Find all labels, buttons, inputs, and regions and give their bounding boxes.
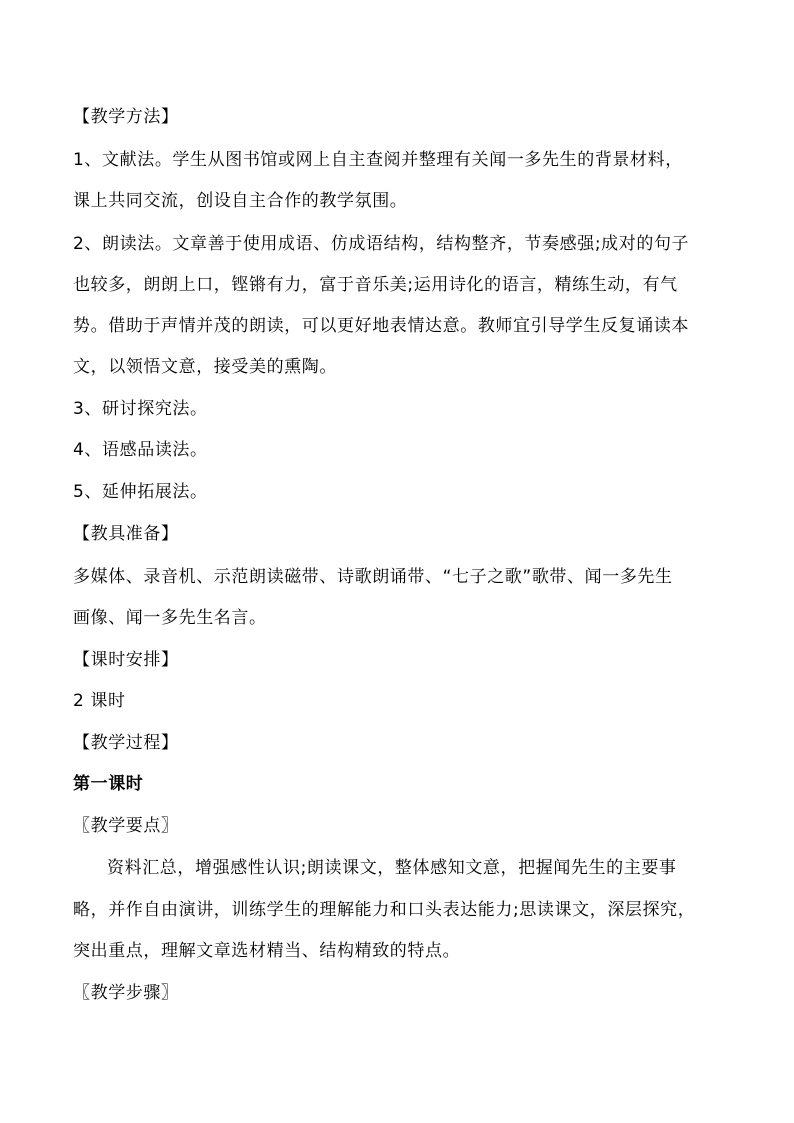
method-5: 5、延伸拓展法。	[73, 482, 208, 502]
key-points-heading: 〖教学要点〗	[73, 816, 179, 836]
schedule-value: 2 课时	[73, 691, 126, 711]
lesson-title: 第一课时	[73, 774, 144, 794]
method-2-line-1: 2、朗读法。文章善于使用成语、仿成语结构，结构整齐，节奏感强;成对的句子	[73, 234, 690, 254]
key-points-line-3: 突出重点，理解文章选材精当、结构精致的特点。	[73, 941, 461, 961]
method-2-line-3: 势。借助于声情并茂的朗读，可以更好地表情达意。教师宜引导学生反复诵读本	[73, 316, 689, 336]
schedule-heading: 【课时安排】	[73, 650, 179, 670]
teaching-aids-line-1: 多媒体、录音机、示范朗读磁带、诗歌朗诵带、“七子之歌”歌带、闻一多先生	[73, 567, 673, 587]
teaching-methods-heading: 【教学方法】	[73, 107, 179, 127]
steps-heading: 〖教学步骤〗	[73, 983, 179, 1003]
teaching-aids-heading: 【教具准备】	[73, 524, 179, 544]
key-points-line-1: 资料汇总，增强感性认识;朗读课文，整体感知文意，把握闻先生的主要事	[107, 858, 677, 878]
method-1-line-2: 课上共同交流，创设自主合作的教学氛围。	[73, 191, 408, 211]
method-2-line-4: 文，以领悟文意，接受美的熏陶。	[73, 357, 337, 377]
method-2-line-2: 也较多，朗朗上口，铿锵有力，富于音乐美;运用诗化的语言，精练生动，有气	[73, 275, 678, 295]
key-points-line-2: 略，并作自由演讲，训练学生的理解能力和口头表达能力;思读课文，深层探究，	[73, 900, 696, 920]
method-4: 4、语感品读法。	[73, 440, 208, 460]
teaching-process-heading: 【教学过程】	[73, 733, 179, 753]
method-1-line-1: 1、文献法。学生从图书馆或网上自主查阅并整理有关闻一多先生的背景材料，	[73, 150, 683, 170]
teaching-aids-line-2: 画像、闻一多先生名言。	[73, 608, 267, 628]
method-3: 3、研讨探究法。	[73, 399, 208, 419]
